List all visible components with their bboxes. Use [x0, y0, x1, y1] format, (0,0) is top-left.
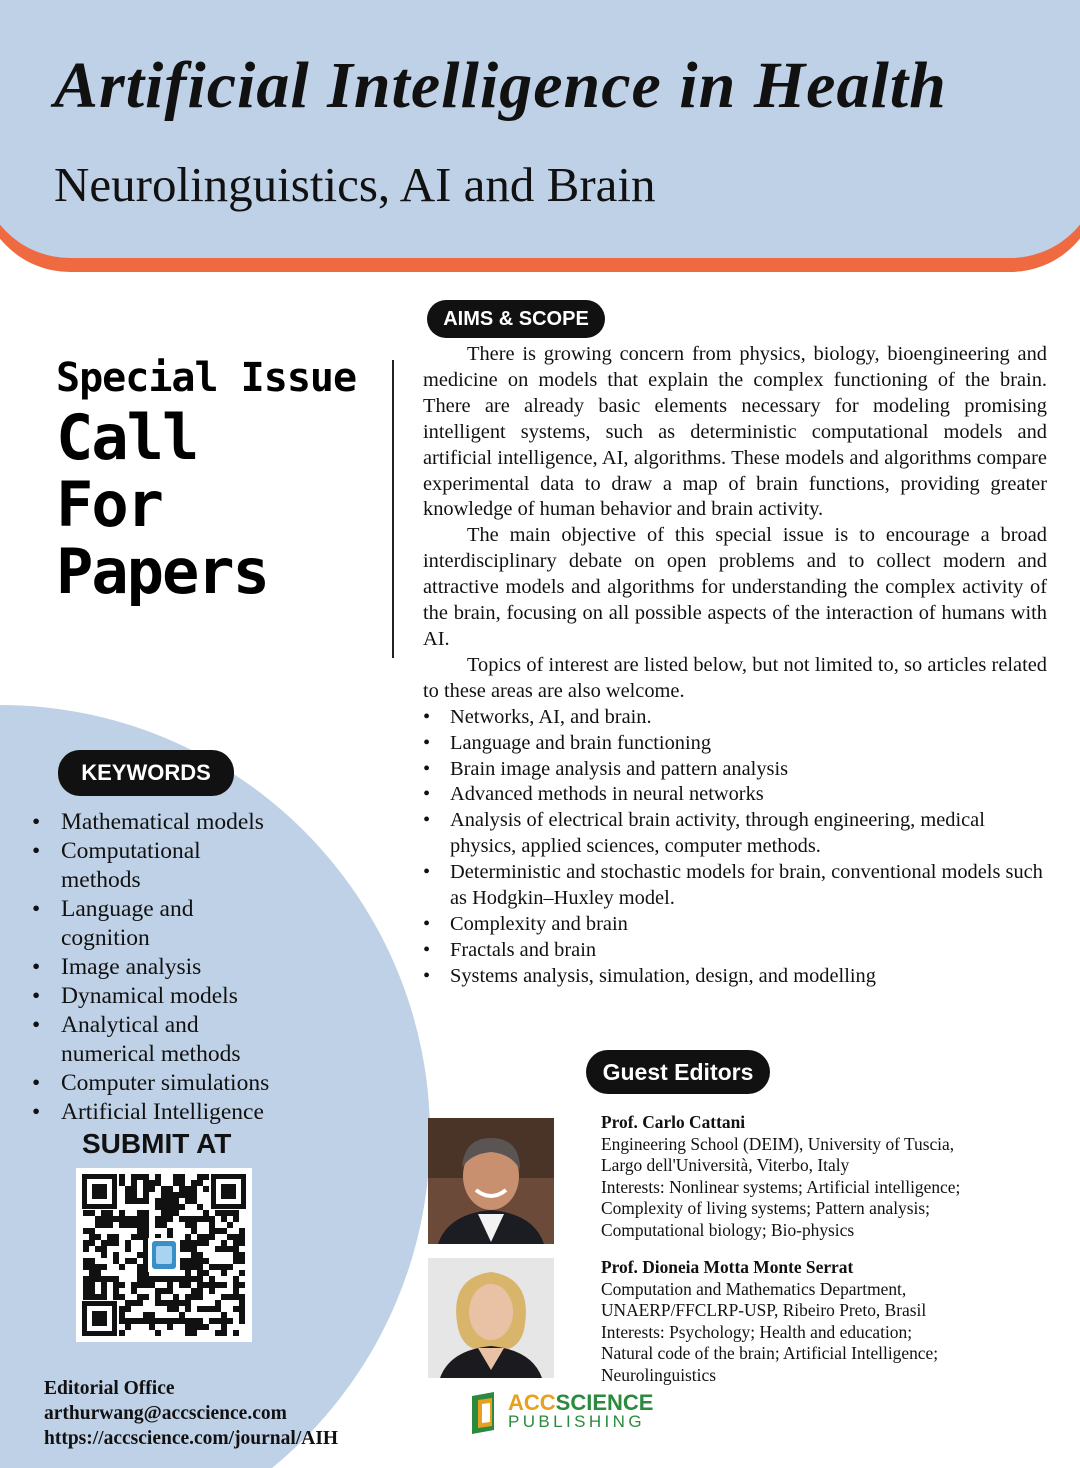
- header-banner: [0, 0, 1080, 258]
- editor-detail-line: Interests: Psychology; Health and education;: [601, 1321, 913, 1342]
- issue-theme: Neurolinguistics, AI and Brain: [54, 157, 656, 212]
- topic-item: • Complexity and brain: [423, 912, 1047, 938]
- editorial-office-title: Editorial Office: [44, 1378, 175, 1399]
- aims-paragraph: The main objective of this special issue is to encourage a broad interdisciplinary debate on open problems and to collect modern and attractive models and algorithms for understanding the complex activity of the brain, focusing on all possible aspects of the interaction of humans with AI.: [423, 524, 1047, 650]
- papers-line: Papers: [56, 535, 268, 608]
- topic-item: • Advanced methods in neural networks: [423, 782, 1047, 808]
- editor-detail-line: Engineering School (DEIM), University of Tuscia,: [601, 1133, 955, 1154]
- special-issue-heading: [56, 352, 357, 608]
- editor-name: Prof. Carlo Cattani: [601, 1112, 746, 1132]
- keywords-list: [32, 808, 332, 1127]
- editorial-office: [44, 1376, 338, 1451]
- keyword-item: • Computational methods: [32, 837, 242, 895]
- topics-list: [423, 705, 1047, 990]
- editor-detail-line: Complexity of living systems; Pattern analysis;: [601, 1198, 930, 1219]
- topic-item: • Systems analysis, simulation, design, and modelling: [423, 964, 1047, 990]
- editor-info-cattani: [601, 1112, 1041, 1242]
- aims-paragraph: There is growing concern from physics, biology, bioengineering and medicine on models that explain the complex functioning of the brain. There are already basic elements necessary for modeling promising intelligent systems, such as deterministic computational models and artificial intelligence, AI, algorithms. These models and algorithms compare experimental data to draw a map of brain functions, providing greater knowledge of human behavior and brain activity.: [423, 343, 1047, 521]
- editor-detail-line: Largo dell'Università, Viterbo, Italy: [601, 1155, 850, 1176]
- for-line: For: [56, 468, 162, 541]
- topic-item: • Analysis of electrical brain activity, through engineering, medical physics, applied sciences, computer methods.: [423, 808, 1047, 860]
- keyword-item: • Language and cognition: [32, 895, 242, 953]
- editor-photo-serrat: [428, 1258, 554, 1378]
- publisher-name-science: SCIENCE: [555, 1390, 654, 1415]
- aims-scope-label: AIMS & SCOPE: [427, 300, 605, 338]
- keyword-item: • Image analysis: [32, 953, 332, 982]
- keyword-item: • Mathematical models: [32, 808, 332, 837]
- aims-scope-text: [423, 342, 1047, 990]
- topic-item: • Deterministic and stochastic models for brain, conventional models such as Hodgkin–Huxley model.: [423, 860, 1047, 912]
- aims-paragraph: Topics of interest are listed below, but not limited to, so articles related to these areas are also welcome.: [423, 653, 1047, 702]
- call-line: Call: [56, 401, 198, 474]
- publisher-name-acc: ACC: [508, 1390, 556, 1415]
- editor-info-serrat: [601, 1257, 1041, 1387]
- topic-item: • Fractals and brain: [423, 938, 1047, 964]
- keywords-label: KEYWORDS: [58, 750, 234, 796]
- special-issue-line: Special Issue: [56, 355, 357, 401]
- editor-detail-line: Computation and Mathematics Department,: [601, 1278, 907, 1299]
- topic-item: • Networks, AI, and brain.: [423, 705, 1047, 731]
- keyword-item: • Dynamical models: [32, 982, 332, 1011]
- qr-code[interactable]: [76, 1168, 252, 1342]
- keyword-item: • Analytical and numerical methods: [32, 1011, 292, 1069]
- guest-editors-label: Guest Editors: [586, 1050, 770, 1094]
- journal-url-link[interactable]: https://accscience.com/journal/AIH: [44, 1428, 339, 1449]
- submit-at-label: SUBMIT AT: [82, 1128, 232, 1159]
- editor-name: Prof. Dioneia Motta Monte Serrat: [601, 1257, 854, 1277]
- editor-detail-line: Computational biology; Bio-physics: [601, 1219, 855, 1240]
- editor-detail-line: Neurolinguistics: [601, 1364, 716, 1385]
- keyword-item: • Artificial Intelligence: [32, 1098, 332, 1127]
- vertical-divider: [392, 360, 394, 658]
- keyword-item: • Computer simulations: [32, 1069, 332, 1098]
- editor-photo-cattani: [428, 1118, 554, 1244]
- editor-detail-line: Natural code of the brain; Artificial Intelligence;: [601, 1343, 939, 1364]
- editor-detail-line: Interests: Nonlinear systems; Artificial intelligence;: [601, 1176, 961, 1197]
- topic-item: • Brain image analysis and pattern analysis: [423, 757, 1047, 783]
- qr-code-graphic: [76, 1168, 252, 1342]
- publisher-subtitle: PUBLISHING: [508, 1412, 645, 1431]
- journal-title: Artificial Intelligence in Health: [54, 49, 947, 122]
- publisher-logo-icon: [470, 1390, 502, 1434]
- topic-item: • Language and brain functioning: [423, 731, 1047, 757]
- editorial-email-link[interactable]: arthurwang@accscience.com: [44, 1403, 287, 1424]
- editor-detail-line: UNAERP/FFCLRP-USP, Ribeiro Preto, Brasil: [601, 1300, 927, 1321]
